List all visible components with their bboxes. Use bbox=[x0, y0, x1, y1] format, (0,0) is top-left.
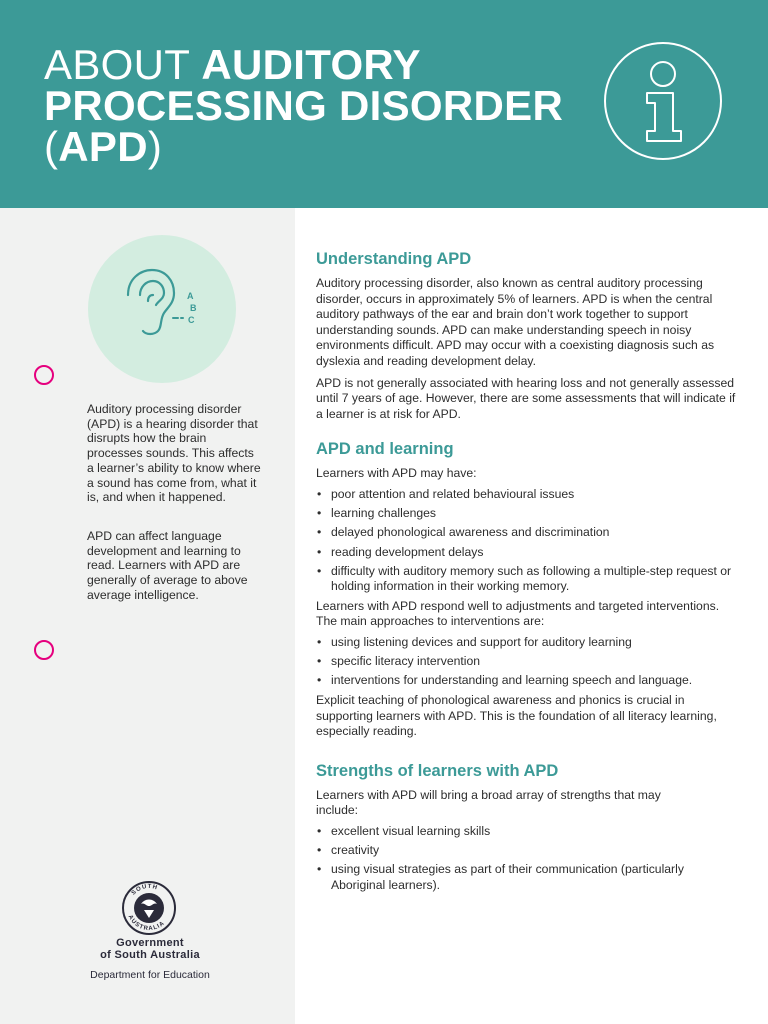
learning-list-1 bbox=[316, 487, 736, 595]
list-item: • difficulty with auditory memory such as following a multiple-step request or holding information in their working memory. bbox=[316, 564, 736, 595]
list-item: • creativity bbox=[316, 843, 736, 859]
page-title bbox=[44, 41, 604, 170]
main-content bbox=[316, 248, 736, 897]
list-item: • delayed phonological awareness and discrimination bbox=[316, 525, 736, 541]
ear-letter-a: A bbox=[187, 291, 194, 301]
header-banner bbox=[0, 0, 768, 208]
list-item: • interventions for understanding and learning speech and language. bbox=[316, 673, 736, 689]
learning-paragraph-3: Explicit teaching of phonological awareness and phonics is crucial in supporting learners with APD. This is the foundation of all literacy learning, especially reading. bbox=[316, 693, 717, 739]
understanding-paragraph-2: APD is not generally associated with hearing loss and not generally assessed until 7 years of age. However, there are some assessments that will indicate if a learner is at risk for APD. bbox=[316, 375, 736, 421]
list-item: • specific literacy intervention bbox=[316, 654, 736, 670]
list-item: • poor attention and related behavioural issues bbox=[316, 487, 736, 503]
strengths-list bbox=[316, 824, 736, 894]
decorative-ring-top bbox=[34, 365, 54, 385]
title-auditory: AUDITORY bbox=[201, 41, 421, 88]
logo-line-1: Government bbox=[116, 937, 184, 949]
title-apd: APD bbox=[58, 123, 148, 170]
title-paren-open: ( bbox=[44, 123, 59, 170]
list-item: • reading development delays bbox=[316, 545, 736, 561]
logo-line-3: Department for Education bbox=[90, 969, 210, 981]
title-paren-close: ) bbox=[147, 123, 163, 170]
list-item: • learning challenges bbox=[316, 506, 736, 522]
info-icon bbox=[603, 41, 723, 161]
sidebar-paragraph-2: APD can affect language development and learning to read. Learners with APD are generally of average to above average intelligence. bbox=[87, 529, 248, 602]
heading-strengths: Strengths of learners with APD bbox=[316, 761, 559, 780]
title-about: ABOUT bbox=[44, 41, 202, 88]
learning-list-2 bbox=[316, 635, 736, 689]
svg-text:SOUTH: SOUTH bbox=[130, 883, 159, 897]
ear-letter-c: C bbox=[188, 315, 195, 325]
sa-government-emblem bbox=[119, 880, 179, 936]
learning-paragraph-2: Learners with APD respond well to adjustments and targeted interventions. The main approaches to interventions are: bbox=[316, 598, 720, 629]
sidebar-paragraph-1: Auditory processing disorder (APD) is a hearing disorder that disrupts how the brain processes sounds. This affects a learner’s ability to know where a sound has come from, what it is, and when it happened. bbox=[87, 402, 261, 505]
learning-intro: Learners with APD may have: bbox=[316, 466, 477, 481]
logo-line-2: of South Australia bbox=[100, 949, 200, 961]
ear-abc-icon bbox=[88, 235, 236, 383]
understanding-paragraph-1: Auditory processing disorder, also known as central auditory processing disorder, occurs in approximately 5% of learners. APD is when the central auditory pathways of the ear and brain don’t work together to support understanding sounds. APD can make understanding speech in noisy environments difficult. APD may occur with a coexisting diagnosis such as dyslexia and reading development delay. bbox=[316, 276, 715, 368]
title-processing-disorder: PROCESSING DISORDER bbox=[44, 82, 564, 129]
list-item: • using visual strategies as part of their communication (particularly Aboriginal learners). bbox=[316, 862, 736, 893]
ear-letter-b: B bbox=[190, 303, 197, 313]
list-item: • using listening devices and support for auditory learning bbox=[316, 635, 736, 651]
list-item: • excellent visual learning skills bbox=[316, 824, 736, 840]
strengths-intro: Learners with APD will bring a broad array of strengths that may include: bbox=[316, 787, 661, 818]
decorative-ring-bottom bbox=[34, 640, 54, 660]
heading-apd-and-learning: APD and learning bbox=[316, 440, 454, 459]
heading-understanding-apd: Understanding APD bbox=[316, 250, 472, 268]
svg-text:AUSTRALIA: AUSTRALIA bbox=[126, 914, 167, 933]
